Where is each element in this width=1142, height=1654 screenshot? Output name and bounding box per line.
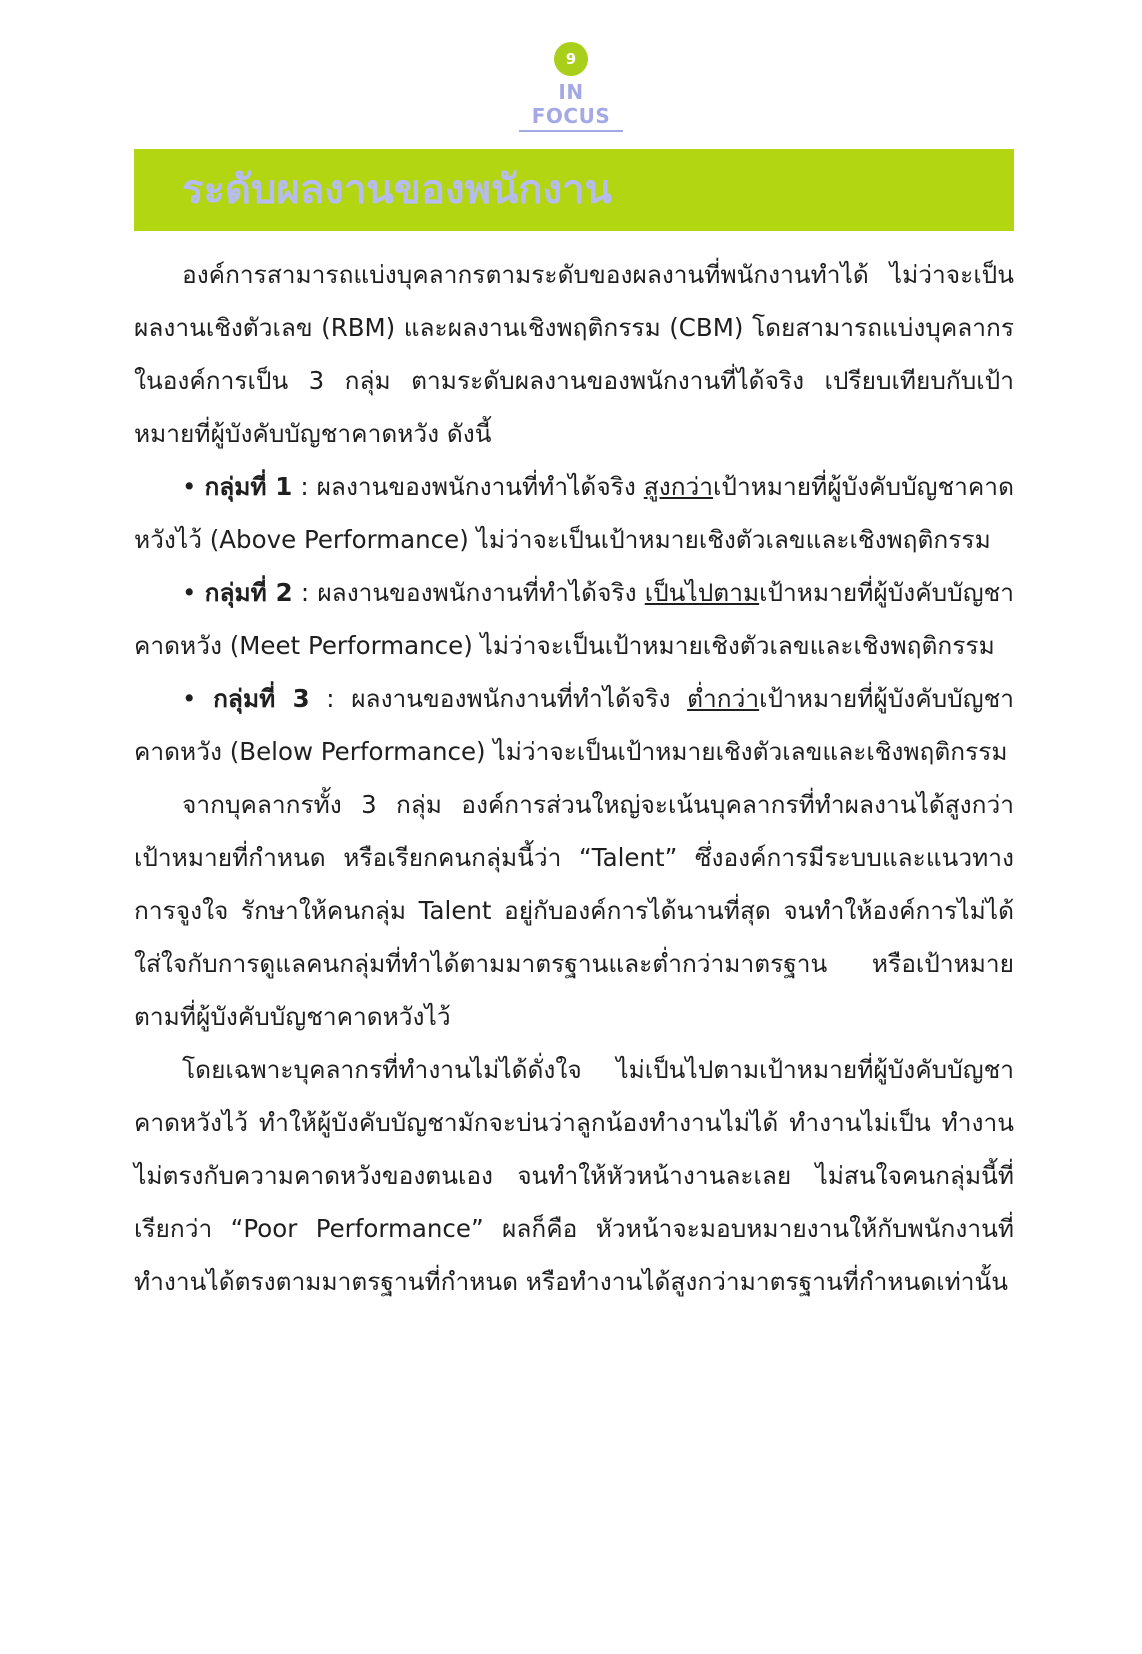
page-header (0, 42, 1142, 132)
bullet-icon: • (182, 684, 197, 713)
group-2-text-after: เป้าหมายที่ผู้บังคับบัญชาคาดหวัง (Meet Performance) ไม่ว่าจะเป็นเป้าหมายเชิงตัวเลขและเชิงพฤติกรรม (134, 578, 1014, 660)
page-title: ระดับผลงานของพนักงาน (182, 167, 612, 213)
group-3-label: กลุ่มที่ 3 (213, 684, 310, 713)
group-2-item (134, 566, 1014, 672)
poor-performance-paragraph: โดยเฉพาะบุคลากรที่ทำงานไม่ได้ดั่งใจ ไม่เป็นไปตามเป้าหมายที่ผู้บังคับบัญชาคาดหวังไว้ ทำให้ผู้บังคับบัญชามักจะบ่นว่าลูกน้องทำงานไม่ได้ ทำงานไม่เป็น ทำงานไม่ตรงกับความคาดหวังของตนเอง จนทำให้หัวหน้างานละเลย ไม่สนใจคนกลุ่มนี้ที่เรียกว่า “Poor Performance” ผลก็คือ หัวหน้าจะมอบหมายงานให้กับพนักงานที่ทำงานได้ตรงตามมาตรฐานที่กำหนด หรือทำงานได้สูงกว่ามาตรฐานที่กำหนดเท่านั้น (134, 1055, 1014, 1296)
group-3-text-before: : ผลงานของพนักงานที่ทำได้จริง (309, 684, 688, 713)
intro-paragraph: องค์การสามารถแบ่งบุคลากรตามระดับของผลงานที่พนักงานทำได้ ไม่ว่าจะเป็นผลงานเชิงตัวเลข (RBM) และผลงานเชิงพฤติกรรม (CBM) โดยสามารถแบ่งบุคลากรในองค์การเป็น 3 กลุ่ม ตามระดับผลงานของพนักงานที่ได้จริง เปรียบเทียบกับเป้าหมายที่ผู้บังคับบัญชาคาดหวัง ดังนี้ (134, 260, 1014, 448)
bullet-icon: • (182, 578, 197, 607)
group-1-label: กลุ่มที่ 1 (204, 472, 293, 501)
page-number-badge: 9 (554, 42, 588, 76)
group-2-label: กลุ่มที่ 2 (204, 578, 293, 607)
bullet-icon: • (182, 472, 197, 501)
group-1-item (134, 460, 1014, 566)
group-1-text-before: : ผลงานของพนักงานที่ทำได้จริง (292, 472, 644, 501)
group-1-emphasis: สูงกว่า (643, 472, 714, 501)
group-3-text-after: เป้าหมายที่ผู้บังคับบัญชาคาดหวัง (Below Performance) ไม่ว่าจะเป็นเป้าหมายเชิงตัวเลขและเชิงพฤติกรรม (134, 684, 1014, 766)
section-label: IN FOCUS (519, 80, 623, 132)
article-body (134, 248, 1014, 1308)
group-2-emphasis: เป็นไปตาม (644, 578, 760, 607)
group-3-emphasis: ต่ำกว่า (687, 684, 760, 713)
group-3-item (134, 672, 1014, 778)
group-2-text-before: : ผลงานของพนักงานที่ทำได้จริง (292, 578, 645, 607)
title-band (134, 149, 1014, 231)
group-1-text-after: เป้าหมายที่ผู้บังคับบัญชาคาดหวังไว้ (Above Performance) ไม่ว่าจะเป็นเป้าหมายเชิงตัวเลขและเชิงพฤติกรรม (134, 472, 1014, 554)
talent-paragraph: จากบุคลากรทั้ง 3 กลุ่ม องค์การส่วนใหญ่จะเน้นบุคลากรที่ทำผลงานได้สูงกว่าเป้าหมายที่กำหนด หรือเรียกคนกลุ่มนี้ว่า “Talent” ซึ่งองค์การมีระบบและแนวทางการจูงใจ รักษาให้คนกลุ่ม Talent อยู่กับองค์การได้นานที่สุด จนทำให้องค์การไม่ได้ใส่ใจกับการดูแลคนกลุ่มที่ทำได้ตามมาตรฐานและต่ำกว่ามาตรฐาน หรือเป้าหมายตามที่ผู้บังคับบัญชาคาดหวังไว้ (134, 790, 1014, 1031)
